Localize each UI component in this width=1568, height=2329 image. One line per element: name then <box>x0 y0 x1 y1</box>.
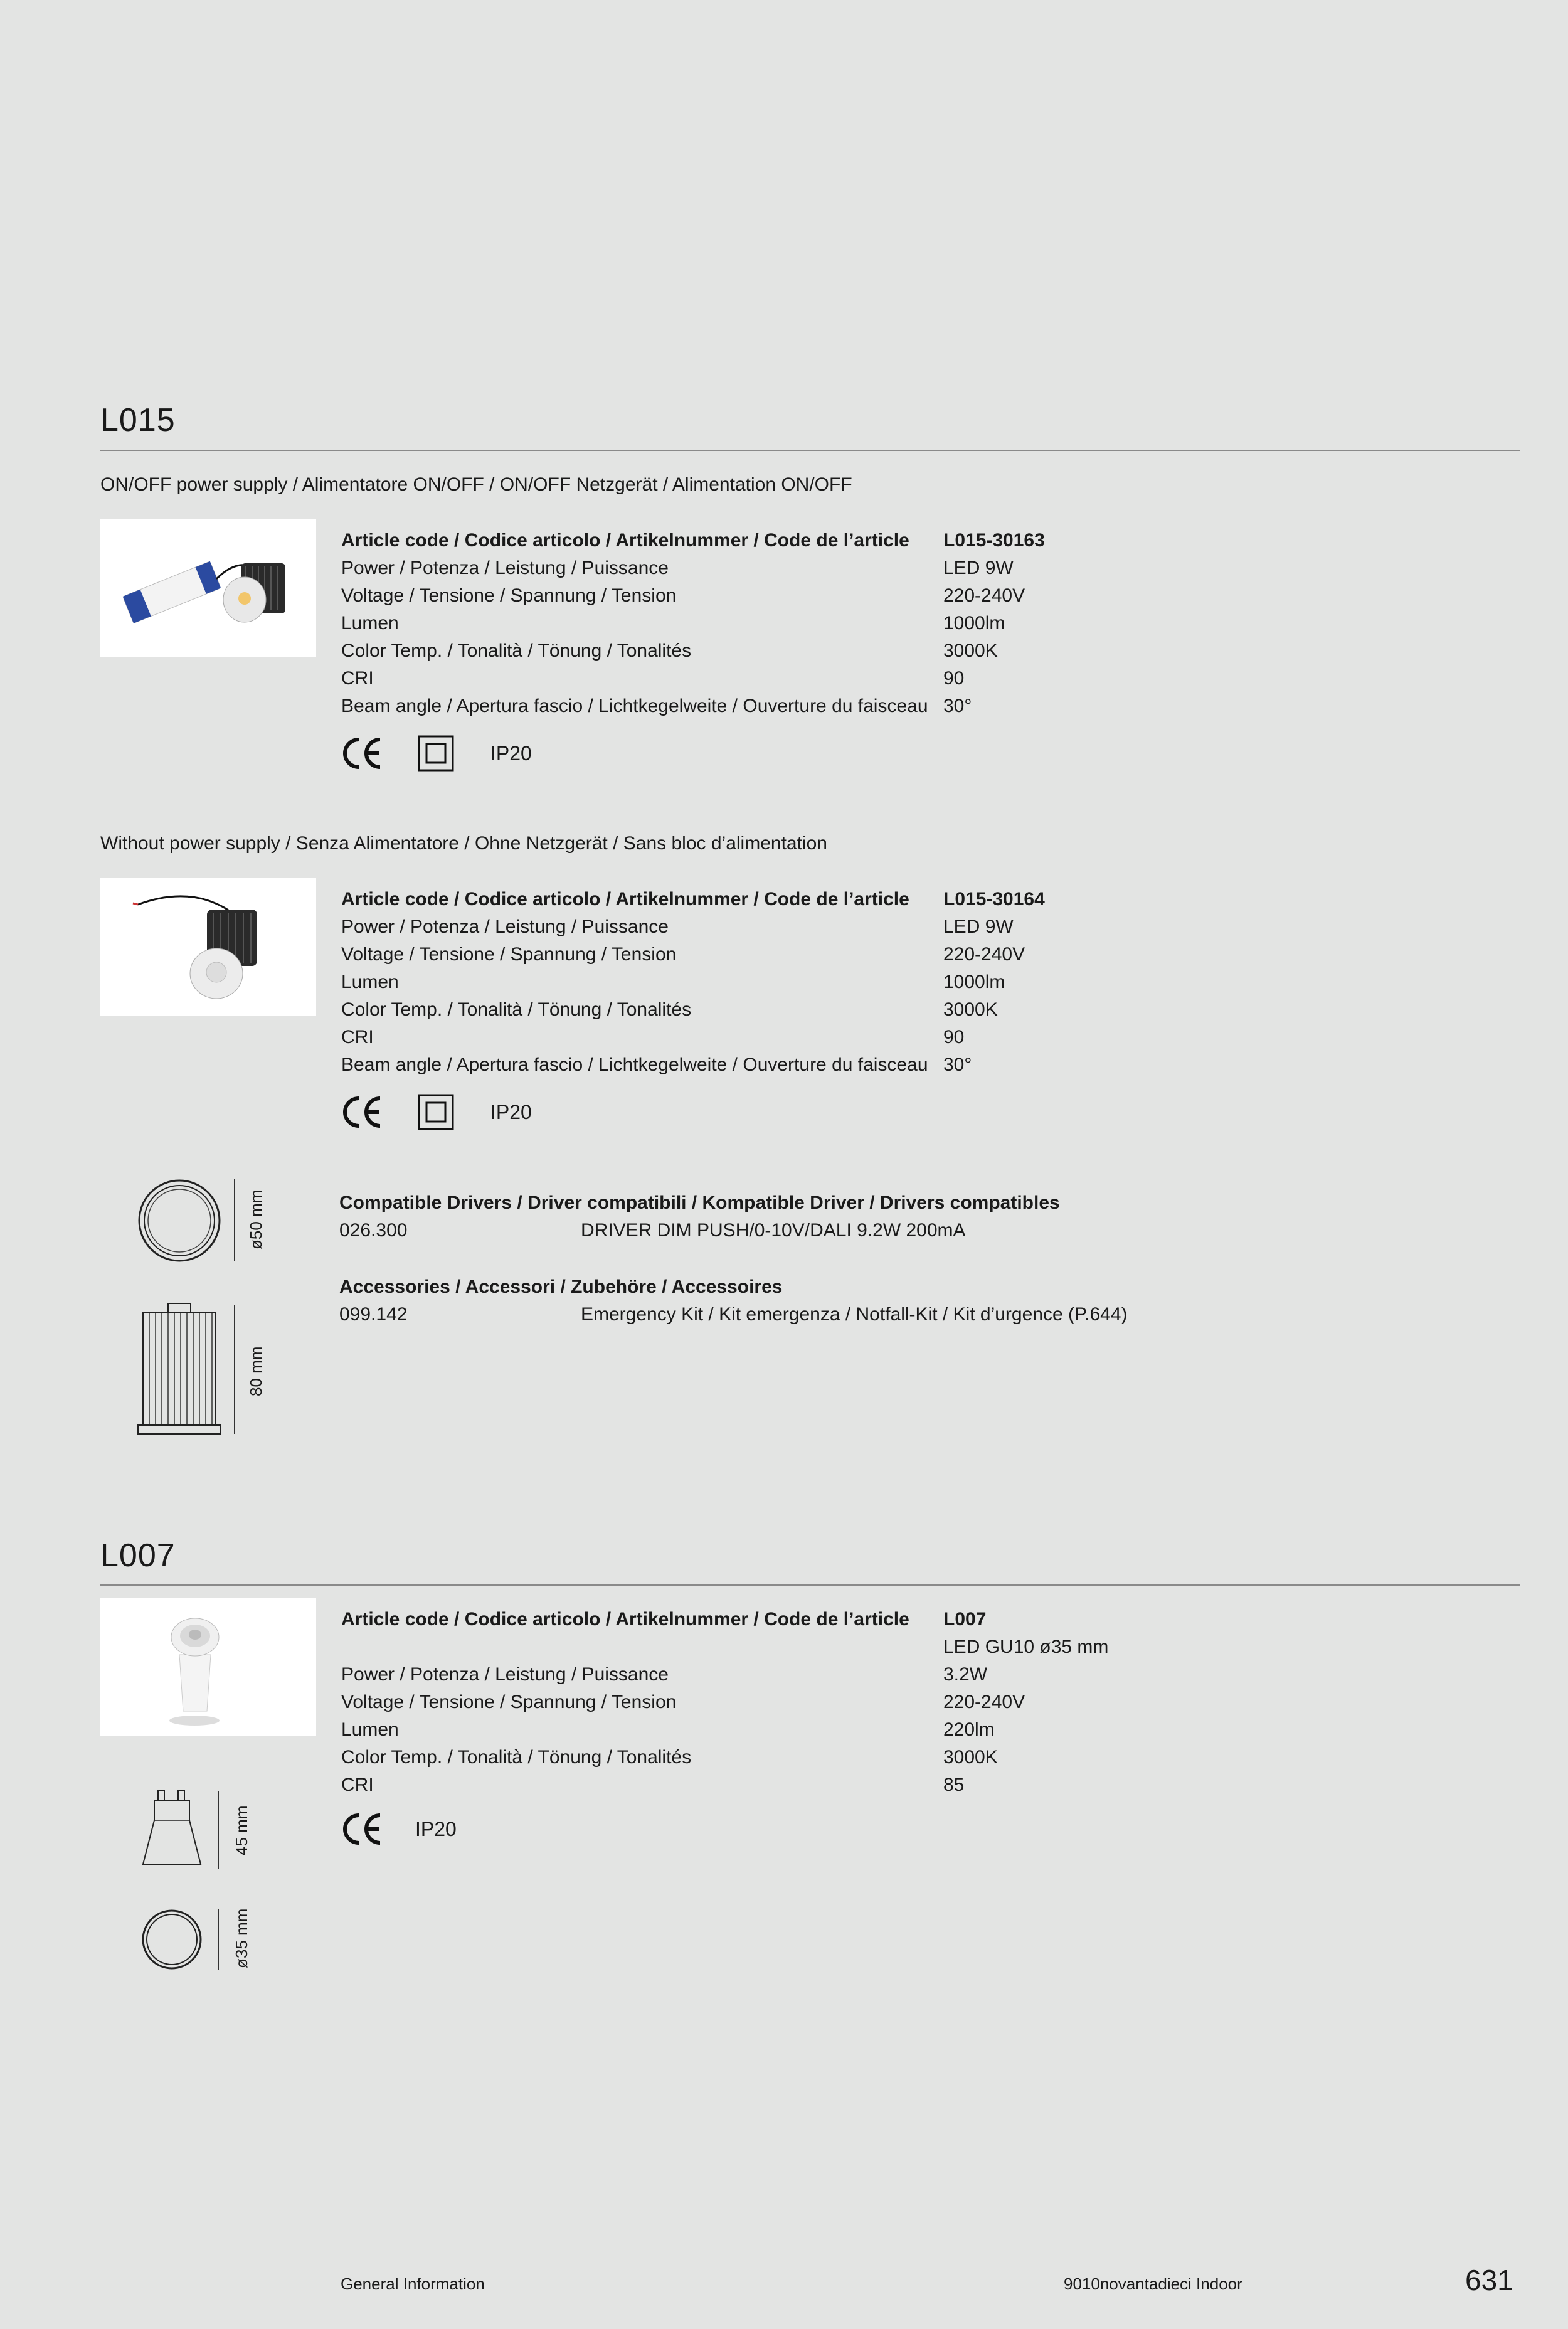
top-view-drawing-ø50 <box>137 1177 225 1265</box>
accessory-description: Emergency Kit / Kit emergenza / Notfall-Kit / Kit d’urgence (P.644) <box>581 1304 1128 1325</box>
spec-value: 30° <box>943 1054 972 1075</box>
ce-mark-icon <box>341 1812 383 1847</box>
spec-row <box>341 1024 1045 1051</box>
class-ii-insulation-icon <box>418 1094 454 1130</box>
side-view-drawing-45mm <box>139 1789 204 1869</box>
spec-label: Article code / Codice articolo / Artikelnummer / Code de l’article <box>341 1609 909 1630</box>
spec-row <box>341 886 1045 913</box>
ce-mark-icon <box>341 1095 383 1130</box>
spec-value: 220-240V <box>943 585 1025 606</box>
dimension-height-label: 45 mm <box>232 1805 251 1855</box>
section-divider <box>100 1584 1520 1586</box>
spec-value: 85 <box>943 1775 965 1795</box>
spec-value: LED 9W <box>943 916 1014 937</box>
section-title-l007: L007 <box>100 1537 176 1574</box>
spec-value: L007 <box>943 1609 987 1630</box>
product-photo-l007 <box>100 1598 316 1736</box>
spec-row <box>341 1633 1108 1661</box>
variant-subtitle-onoff: ON/OFF power supply / Alimentatore ON/OFF / ON/OFF Netzgerät / Alimentation ON/OFF <box>100 474 852 495</box>
product-photo-l015-module <box>100 878 316 1016</box>
ce-mark-icon <box>341 736 383 771</box>
dimension-line <box>218 1791 219 1869</box>
spec-table-l007 <box>341 1606 1108 1799</box>
dimension-height-label: 80 mm <box>246 1346 265 1396</box>
spec-label: Color Temp. / Tonalità / Tönung / Tonalités <box>341 1747 692 1768</box>
certification-row <box>341 1094 532 1130</box>
spec-label: Color Temp. / Tonalità / Tönung / Tonalités <box>341 640 692 661</box>
spec-value: 220-240V <box>943 1692 1025 1712</box>
spec-value: LED 9W <box>943 558 1014 578</box>
spec-label <box>341 1633 943 1661</box>
spec-row <box>341 1716 1108 1744</box>
spec-table-l015-30163 <box>341 527 1045 720</box>
spec-label: Lumen <box>341 972 399 992</box>
ip-rating: IP20 <box>415 1817 457 1840</box>
spec-row <box>341 637 1045 665</box>
side-view-drawing-80mm <box>134 1302 227 1436</box>
drivers-heading: Compatible Drivers / Driver compatibili / Kompatible Driver / Drivers compatibles <box>339 1192 1060 1213</box>
top-view-drawing-ø35 <box>139 1907 204 1972</box>
spec-row <box>341 610 1045 637</box>
spec-row <box>341 527 1045 554</box>
spec-row <box>341 554 1045 582</box>
accessory-code: 099.142 <box>339 1304 408 1325</box>
spec-label: Lumen <box>341 1719 399 1740</box>
spec-row <box>341 582 1045 610</box>
dimension-line <box>218 1909 219 1970</box>
accessories <box>339 1273 1128 1329</box>
spec-label: Power / Potenza / Leistung / Puissance <box>341 558 669 578</box>
spec-row <box>341 1606 1108 1633</box>
spec-value: 30° <box>943 696 972 716</box>
driver-description: DRIVER DIM PUSH/0-10V/DALI 9.2W 200mA <box>581 1220 966 1241</box>
spec-value: 3000K <box>943 640 998 661</box>
spec-label: CRI <box>341 1775 374 1795</box>
ip-rating: IP20 <box>490 741 532 765</box>
section-divider <box>100 450 1520 451</box>
spec-value: 1000lm <box>943 972 1005 992</box>
spec-label: Power / Potenza / Leistung / Puissance <box>341 1664 669 1685</box>
spec-row <box>341 692 1045 720</box>
spec-row <box>341 968 1045 996</box>
dimension-line <box>234 1179 235 1261</box>
spec-row <box>341 996 1045 1024</box>
spec-label: CRI <box>341 1027 374 1048</box>
class-ii-insulation-icon <box>418 735 454 772</box>
compatible-drivers <box>339 1189 1060 1244</box>
certification-row <box>341 1812 457 1847</box>
spec-label: Beam angle / Apertura fascio / Lichtkegelweite / Ouverture du faisceau <box>341 696 928 716</box>
driver-code: 026.300 <box>339 1220 408 1241</box>
spec-value: 220lm <box>943 1719 995 1740</box>
spec-label: Color Temp. / Tonalità / Tönung / Tonalités <box>341 999 692 1020</box>
spec-row <box>341 941 1045 968</box>
spec-row <box>341 1771 1108 1799</box>
spec-value: 90 <box>943 668 965 689</box>
spec-label: Article code / Codice articolo / Artikelnummer / Code de l’article <box>341 889 909 910</box>
product-photo-l015-with-driver <box>100 519 316 657</box>
dimension-line <box>234 1305 235 1434</box>
certification-row <box>341 735 532 772</box>
page-number: 631 <box>1465 2264 1513 2296</box>
variant-subtitle-no-driver: Without power supply / Senza Alimentatore / Ohne Netzgerät / Sans bloc d’alimentation <box>100 833 827 854</box>
spec-value: LED GU10 ø35 mm <box>943 1637 1109 1657</box>
spec-value: 3.2W <box>943 1664 988 1685</box>
spec-value: 1000lm <box>943 613 1005 634</box>
spec-row <box>341 913 1045 941</box>
spec-table-l015-30164 <box>341 886 1045 1079</box>
spec-value: 3000K <box>943 1747 998 1768</box>
spec-label: CRI <box>341 668 374 689</box>
dimension-diameter-label: ø50 mm <box>246 1189 265 1249</box>
spec-value: L015-30164 <box>943 889 1045 910</box>
spec-label: Beam angle / Apertura fascio / Lichtkegelweite / Ouverture du faisceau <box>341 1054 928 1075</box>
spec-label: Voltage / Tensione / Spannung / Tension <box>341 944 677 965</box>
spec-row <box>341 1689 1108 1716</box>
spec-value: 3000K <box>943 999 998 1020</box>
spec-row <box>341 1744 1108 1771</box>
footer-section-label: General Information <box>341 2274 485 2293</box>
spec-label: Voltage / Tensione / Spannung / Tension <box>341 1692 677 1712</box>
dimension-diameter-label: ø35 mm <box>232 1908 251 1968</box>
section-title-l015: L015 <box>100 402 176 438</box>
spec-label: Article code / Codice articolo / Artikelnummer / Code de l’article <box>341 530 909 551</box>
spec-value: L015-30163 <box>943 530 1045 551</box>
spec-value: 90 <box>943 1027 965 1048</box>
accessories-heading: Accessories / Accessori / Zubehöre / Accessoires <box>339 1276 783 1297</box>
spec-value: 220-240V <box>943 944 1025 965</box>
spec-row <box>341 1661 1108 1689</box>
driver-row <box>339 1217 1060 1244</box>
footer-catalogue-label: 9010novantadieci Indoor <box>1064 2274 1242 2293</box>
ip-rating: IP20 <box>490 1100 532 1123</box>
spec-row <box>341 1051 1045 1079</box>
spec-label: Lumen <box>341 613 399 634</box>
accessory-row <box>339 1301 1128 1329</box>
spec-label: Voltage / Tensione / Spannung / Tension <box>341 585 677 606</box>
spec-label: Power / Potenza / Leistung / Puissance <box>341 916 669 937</box>
spec-row <box>341 665 1045 692</box>
